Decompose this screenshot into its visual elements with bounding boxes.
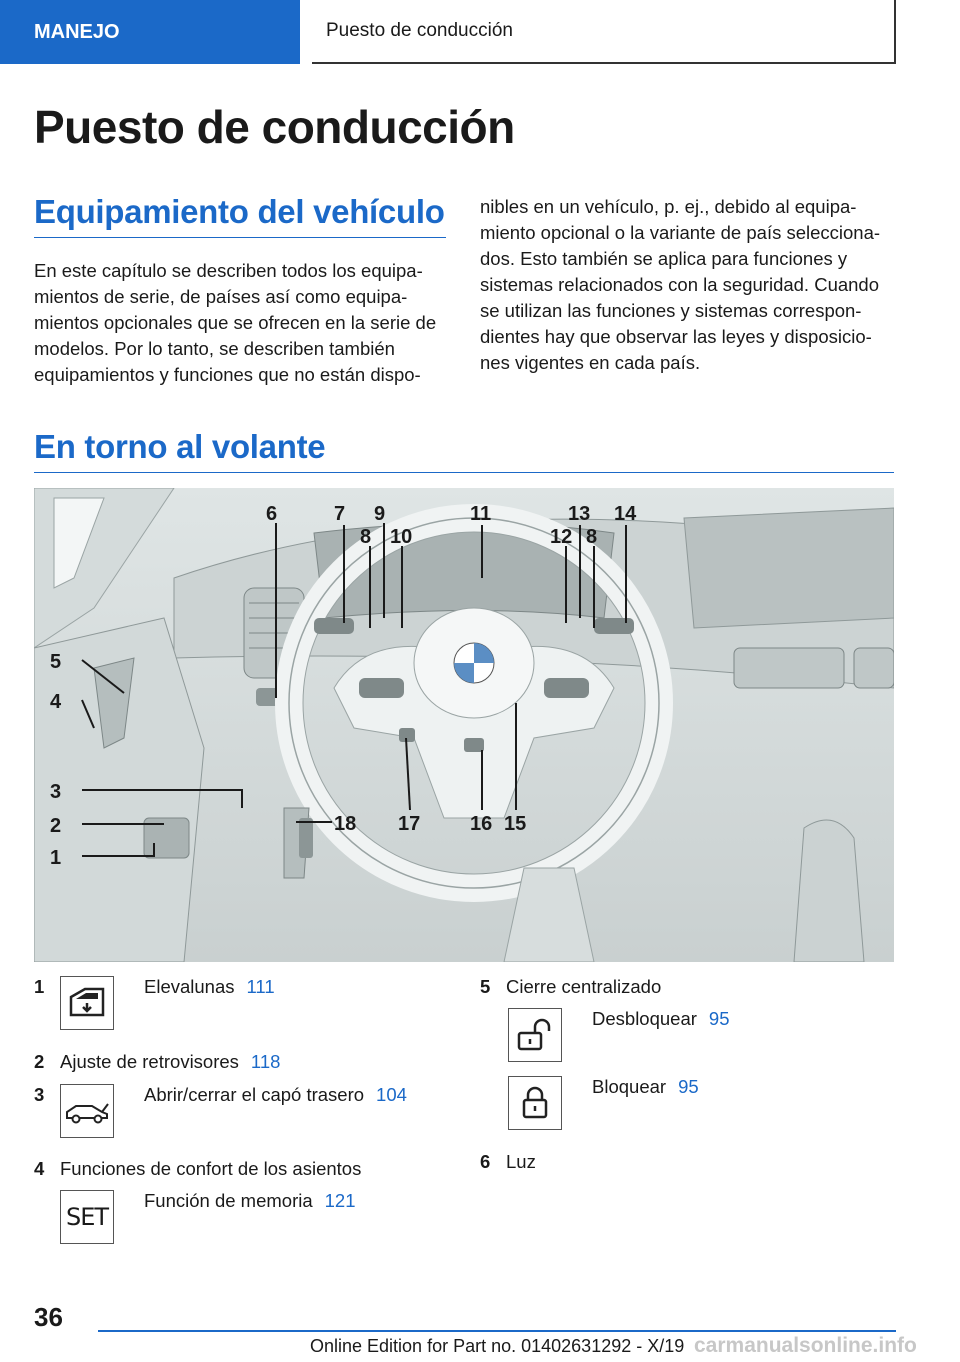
unlock-icon [508,1008,562,1062]
section-heading-equipment-text: Equipamiento del vehículo [34,193,445,230]
legend-label: Elevalunas [144,976,235,997]
callout-10: 10 [390,526,413,548]
callout-18: 18 [334,813,357,835]
callout-12: 12 [550,526,573,548]
legend-item-1 [34,976,275,1030]
legend-label: Función de memoria [144,1190,313,1211]
section-heading-equipment [34,193,446,238]
legend-subitem-unlock [508,1008,729,1062]
equipment-paragraph-left: En este capítulo se describen todos los equipa-mientos de serie, de países así como equipa-mientos opcionales que se ofrecen en la serie de modelos. Por lo tanto, se describen también equipamientos y funciones que no están dispo- [34,260,437,385]
watermark: carmanualsonline.info [694,1334,917,1357]
callout-3: 3 [50,781,62,803]
legend-item-6 [480,1151,536,1173]
legend-number: 1 [34,976,45,997]
set-icon-text: SET [65,1203,109,1231]
page-reference-link[interactable]: 118 [250,1051,281,1072]
header-section-tab: MANEJO [0,0,300,64]
callout-9: 9 [374,503,386,525]
page-reference-link[interactable]: 104 [376,1084,407,1105]
legend-label: Funciones de confort de los asientos [60,1158,362,1179]
equipment-text-right [480,194,900,376]
footer-edition: Online Edition for Part no. 01402631292 - X/19 [310,1336,685,1356]
lock-icon [508,1076,562,1130]
callout-5: 5 [50,651,62,673]
equipment-text-left [34,258,449,388]
callout-7: 7 [334,503,346,525]
callout-8: 8 [360,526,372,548]
legend-label: Ajuste de retrovisores [60,1051,239,1072]
tailgate-icon [60,1084,114,1138]
page-reference-link[interactable]: 121 [324,1190,356,1211]
callout-2: 2 [50,815,62,837]
callout-1: 1 [50,847,62,869]
legend-item-2 [34,1051,280,1073]
window-lift-icon [60,976,114,1030]
legend-item-3 [34,1084,407,1138]
page-reference-link[interactable]: 95 [708,1008,730,1029]
legend-number: 2 [34,1051,45,1072]
equipment-paragraph-right: nibles en un vehículo, p. ej., debido al equipa-miento opcional o la variante de país selecciona-dos. Esto también se aplica para funciones y sistemas relacionados con la seguridad. Cuando se utilizan las funciones y sistemas correspon-dientes hay que observar las leyes y disposicio-nes vigentes en cada país. [480,196,881,373]
callout-11: 11 [470,503,492,525]
legend-item-5 [480,976,661,998]
legend-number: 3 [34,1084,45,1105]
page-reference-link[interactable]: 111 [246,976,275,997]
callout-8b: 8 [586,526,598,548]
cockpit-drawing [34,488,894,962]
callout-15: 15 [504,813,527,835]
legend-number: 6 [480,1151,491,1172]
page-reference-link[interactable]: 95 [678,1076,699,1097]
legend-subitem-lock [508,1076,699,1130]
section-heading-steering-text: En torno al volante [34,428,326,465]
footer-divider [98,1330,896,1332]
legend-number: 5 [480,976,491,997]
legend-label: Luz [506,1151,536,1172]
legend-item-4 [34,1158,361,1180]
legend-label: Bloquear [592,1076,667,1097]
callout-14: 14 [614,503,637,525]
callout-13: 13 [568,503,591,525]
page-title: Puesto de conducción [34,101,515,153]
header-chapter-title: Puesto de conducción [312,0,896,64]
set-memory-icon [60,1190,114,1244]
page-number: 36 [34,1302,63,1332]
section-heading-steering [34,428,894,473]
legend-subitem-memory [60,1190,356,1244]
callout-16: 16 [470,813,493,835]
legend-label: Abrir/cerrar el capó trasero [144,1084,365,1105]
legend-label: Desbloquear [592,1008,697,1029]
legend-label: Cierre centralizado [506,976,662,997]
callout-4: 4 [50,691,62,713]
cockpit-illustration [34,488,894,962]
callout-6: 6 [266,503,278,525]
callout-17: 17 [398,813,421,835]
legend-number: 4 [34,1158,45,1179]
